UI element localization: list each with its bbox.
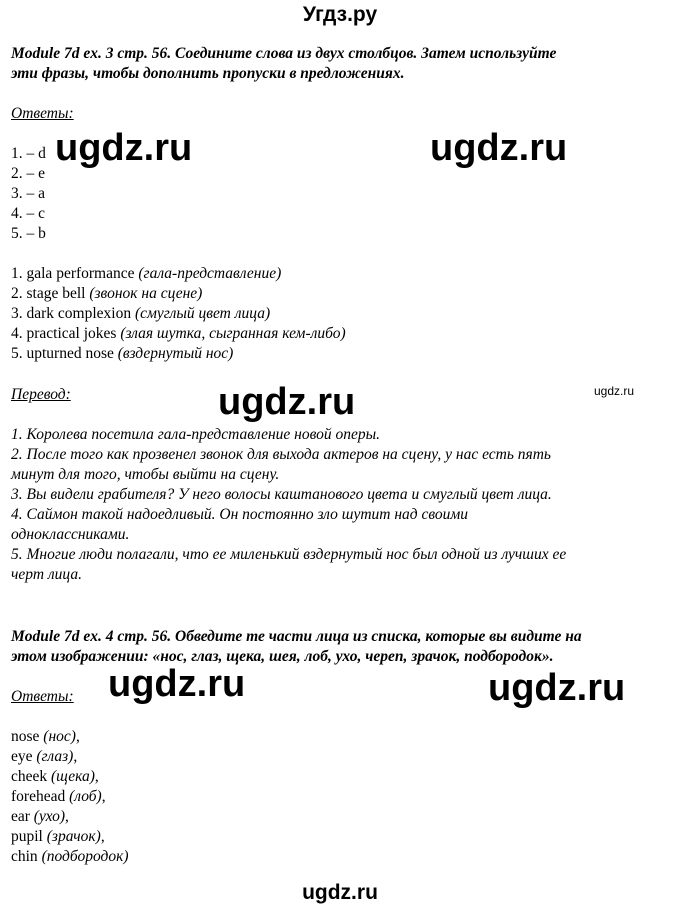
ex4-heading-line-2: этом изображении: «нос, глаз, щека, шея, лоб, ухо, череп, зрачок, подбородок». xyxy=(11,648,554,665)
face-part-en: ear xyxy=(11,808,34,825)
face-part-item xyxy=(11,747,671,767)
face-part-en: cheek xyxy=(11,768,52,785)
face-part-ru: (зрачок) xyxy=(46,828,101,845)
phrase-ru: (смуглый цвет лица) xyxy=(134,305,271,322)
translation-line: 1. Королева посетила гала-представление новой оперы. xyxy=(11,426,380,443)
face-part-item xyxy=(11,727,671,747)
ex3-translation-label: Перевод: xyxy=(11,386,71,403)
face-part-en: forehead xyxy=(11,788,70,805)
face-part-en: pupil xyxy=(11,828,47,845)
translation-line: 5. Многие люди полагали, что ее миленький вздернутый нос был одной из лучших ее xyxy=(11,546,567,563)
face-part-en: nose xyxy=(11,728,44,745)
face-part-ru: (подбородок) xyxy=(41,848,129,865)
phrase-ru: (гала-представление) xyxy=(138,265,282,282)
phrase-item xyxy=(11,264,671,284)
match-item: 3. – a xyxy=(11,185,46,202)
phrase-en: 2. stage bell xyxy=(11,285,90,302)
phrase-en: 1. gala performance xyxy=(11,265,139,282)
item-punct: , xyxy=(100,828,105,845)
face-part-ru: (ухо) xyxy=(33,808,66,825)
item-punct: , xyxy=(75,728,80,745)
ex3-answers-label: Ответы: xyxy=(11,105,74,122)
phrase-item xyxy=(11,284,671,304)
face-part-en: chin xyxy=(11,848,42,865)
face-part-item xyxy=(11,847,671,867)
phrase-ru: (злая шутка, сыгранная кем-либо) xyxy=(120,325,346,342)
ex3-heading xyxy=(11,44,671,84)
translation-line: 2. После того как прозвенел звонок для выхода актеров на сцену, у нас есть пять xyxy=(11,446,551,463)
phrase-item xyxy=(11,304,671,324)
face-part-item xyxy=(11,827,671,847)
ex4-heading-line-1: Module 7d ex. 4 стр. 56. Обведите те части лица из списка, которые вы видите на xyxy=(11,628,582,645)
item-punct: , xyxy=(94,768,99,785)
ex4-items xyxy=(11,727,671,867)
phrase-ru: (звонок на сцене) xyxy=(89,285,203,302)
footer-site: ugdz.ru xyxy=(302,881,378,904)
phrase-item xyxy=(11,324,671,344)
ex3-phrases xyxy=(11,264,671,364)
face-part-ru: (щека) xyxy=(51,768,95,785)
phrase-en: 3. dark complexion xyxy=(11,305,135,322)
face-part-ru: (нос) xyxy=(43,728,76,745)
match-item: 4. – c xyxy=(11,205,46,222)
phrase-en: 5. upturned nose xyxy=(11,345,118,362)
watermark: ugdz.ru xyxy=(488,667,626,709)
item-punct: , xyxy=(101,788,106,805)
watermark: ugdz.ru xyxy=(430,127,568,169)
translation-line: одноклассниками. xyxy=(11,526,130,543)
phrase-ru: (вздернутый нос) xyxy=(117,345,234,362)
face-part-item xyxy=(11,787,671,807)
ex3-heading-line-1: Module 7d ex. 3 стр. 56. Соедините слова из двух столбцов. Затем используйте xyxy=(11,45,557,62)
match-item: 1. – d xyxy=(11,145,46,162)
ex3-translation xyxy=(11,425,671,585)
face-part-ru: (глаз) xyxy=(36,748,74,765)
site-title: Угдз.ру xyxy=(302,3,378,26)
face-part-en: eye xyxy=(11,748,37,765)
translation-line: 3. Вы видели грабителя? У него волосы каштанового цвета и смуглый цвет лица. xyxy=(11,486,552,503)
translation-line: черт лица. xyxy=(11,566,82,583)
item-punct: , xyxy=(65,808,69,825)
watermark: ugdz.ru xyxy=(218,381,356,423)
match-item: 5. – b xyxy=(11,225,46,242)
phrase-en: 4. practical jokes xyxy=(11,325,121,342)
watermark: ugdz.ru xyxy=(55,127,193,169)
ex3-heading-line-2: эти фразы, чтобы дополнить пропуски в предложениях. xyxy=(11,65,405,82)
ex4-answers-label: Ответы: xyxy=(11,688,74,705)
item-punct: , xyxy=(73,748,78,765)
translation-line: 4. Саймон такой надоедливый. Он постоянно зло шутит над своими xyxy=(11,506,469,523)
phrase-item xyxy=(11,344,671,364)
ex4-heading xyxy=(11,627,671,667)
face-part-item xyxy=(11,807,671,827)
face-part-ru: (лоб) xyxy=(69,788,102,805)
watermark-small: ugdz.ru xyxy=(594,384,635,398)
match-item: 2. – e xyxy=(11,165,46,182)
watermark: ugdz.ru xyxy=(108,663,246,705)
translation-line: минут для того, чтобы выйти на сцену. xyxy=(11,466,280,483)
face-part-item xyxy=(11,767,671,787)
